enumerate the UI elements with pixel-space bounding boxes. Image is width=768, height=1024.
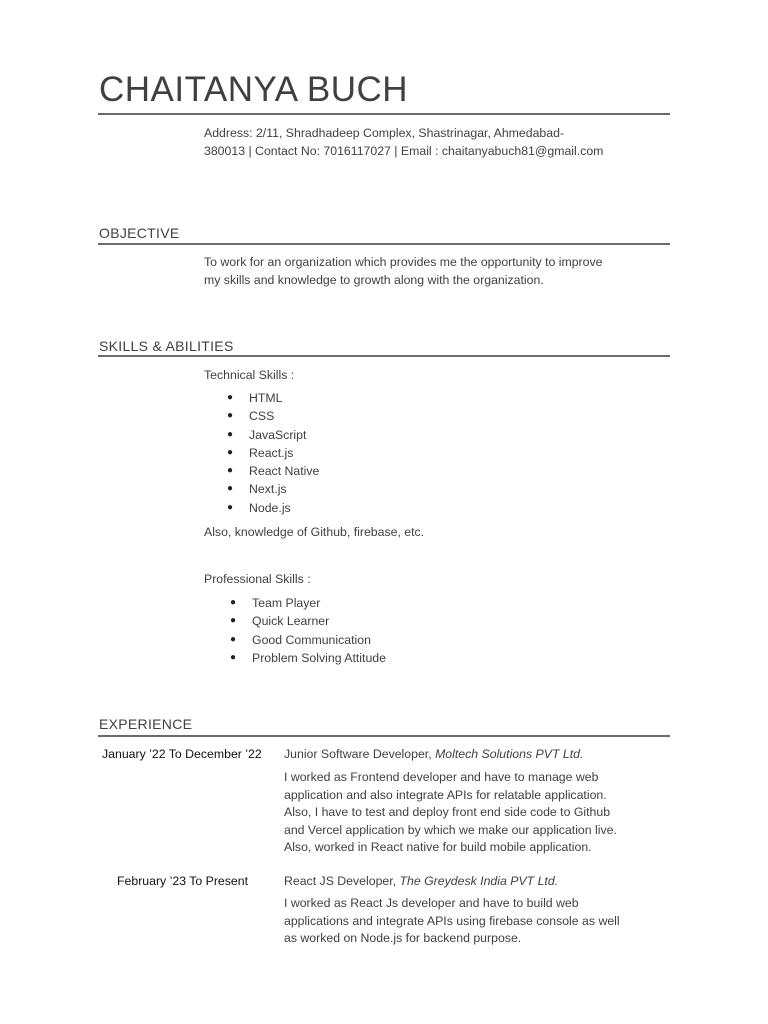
job-date: January ’22 To December ’22 — [102, 747, 262, 761]
bullet-icon: ● — [230, 633, 237, 645]
list-item — [230, 649, 386, 667]
header-divider — [98, 113, 670, 115]
bullet-icon: ● — [227, 392, 234, 403]
job-desc-line: and Vercel application by which we make our application live. — [284, 822, 617, 837]
skill-label: HTML — [249, 391, 283, 405]
skill-label: CSS — [249, 409, 275, 424]
list-item — [227, 389, 319, 407]
experience-divider — [98, 735, 670, 737]
job-desc-line: Also, I have to test and deploy front end side code to Github — [284, 805, 611, 819]
skill-label: Next.js — [249, 482, 287, 497]
job-desc-line: Also, worked in React native for build mobile application. — [284, 840, 592, 854]
bullet-icon: ● — [227, 465, 234, 477]
contact-info — [204, 124, 644, 160]
objective-divider — [98, 243, 670, 245]
bullet-icon: ● — [230, 615, 237, 627]
list-item — [227, 480, 319, 498]
list-item — [227, 462, 320, 480]
bullet-icon: ● — [227, 483, 234, 495]
technical-skills-list — [227, 389, 320, 517]
also-knowledge-text: Also, knowledge of Github, firebase, etc. — [204, 525, 425, 539]
bullet-icon: ● — [230, 651, 237, 663]
skills-divider — [98, 355, 670, 357]
job-description — [284, 769, 644, 857]
objective-line: my skills and knowledge to growth along with the organization. — [204, 272, 544, 287]
skill-label: React Native — [249, 464, 320, 479]
candidate-name: CHAITANYA BUCH — [99, 70, 409, 109]
list-item — [227, 499, 319, 517]
bullet-icon: ● — [227, 446, 234, 458]
technical-skills-label: Technical Skills : — [204, 368, 295, 382]
skill-label: Quick Learner — [252, 614, 330, 629]
objective-heading: OBJECTIVE — [99, 225, 180, 241]
job-desc-line: application and also integrate APIs for relatable application. — [284, 787, 607, 802]
job-company: The Greydesk India PVT Ltd. — [399, 874, 559, 888]
job-desc-line: as worked on Node.js for backend purpose. — [284, 931, 522, 945]
bullet-icon: ● — [230, 597, 237, 608]
list-item — [230, 631, 386, 649]
objective-text — [204, 254, 644, 289]
list-item — [227, 407, 319, 425]
list-item — [227, 444, 319, 462]
contact-line: 380013 | Contact No: 7016117027 | Email : chaitanyabuch81@gmail.com — [204, 144, 604, 158]
bullet-icon: ● — [227, 428, 234, 440]
job-date: February ’23 To Present — [117, 874, 249, 888]
skill-label: Problem Solving Attitude — [252, 650, 386, 665]
contact-line: Address: 2/11, Shradhadeep Complex, Shastrinagar, Ahmedabad- — [204, 126, 565, 140]
list-item — [230, 594, 386, 612]
skill-label: Good Communication — [252, 632, 371, 647]
skill-label: Team Player — [252, 596, 321, 610]
list-item — [230, 612, 386, 630]
bullet-icon: ● — [227, 501, 234, 513]
job-description — [284, 895, 644, 948]
job-company: Moltech Solutions PVT Ltd. — [435, 747, 584, 761]
job-desc-line: I worked as Frontend developer and have to manage web — [284, 770, 599, 784]
job-desc-line: applications and integrate APIs using firebase console as well — [284, 913, 620, 928]
skill-label: JavaScript — [249, 427, 307, 442]
skills-heading: SKILLS & ABILITIES — [99, 338, 234, 354]
job-title — [284, 745, 583, 763]
job-role: React JS Developer, — [284, 874, 400, 888]
skill-label: React.js — [249, 445, 294, 460]
skill-label: Node.js — [249, 500, 291, 515]
list-item — [227, 426, 319, 444]
professional-skills-list — [230, 594, 386, 667]
objective-line: To work for an organization which provides me the opportunity to improve — [204, 255, 603, 269]
job-role: Junior Software Developer, — [284, 747, 436, 761]
bullet-icon: ● — [227, 410, 234, 422]
professional-skills-label: Professional Skills : — [204, 572, 311, 586]
experience-heading: EXPERIENCE — [99, 716, 193, 732]
job-title — [284, 872, 558, 890]
job-desc-line: I worked as React Js developer and have to build web — [284, 896, 579, 910]
